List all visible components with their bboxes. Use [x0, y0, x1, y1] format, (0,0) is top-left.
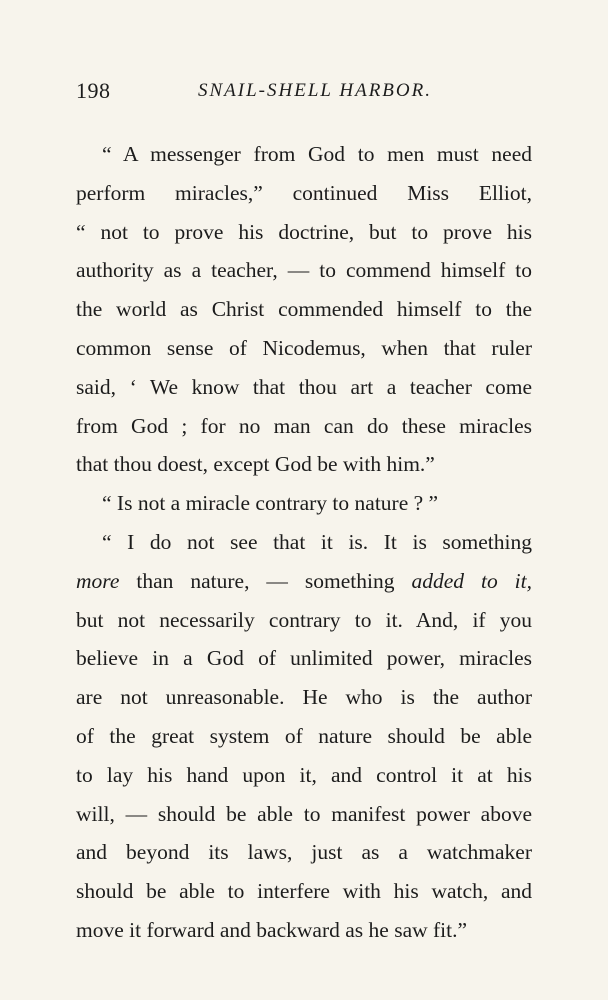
- text-line: are not unreasonable. He who is the author: [76, 685, 532, 710]
- text-line: and beyond its laws, just as a watchmaker: [76, 840, 532, 865]
- text-line: will, — should be able to manifest power above: [76, 801, 532, 826]
- text-line: said, ‘ We know that thou art a teacher come: [76, 374, 532, 399]
- page-header: [76, 78, 532, 110]
- italic-phrase: added to it,: [411, 568, 532, 593]
- text-line: “ I do not see that it is. It is something: [102, 529, 532, 554]
- text-line: “ Is not a miracle contrary to nature ? ”: [102, 491, 439, 516]
- body-text: [76, 135, 532, 950]
- text-line: authority as a teacher, — to commend himself to: [76, 258, 532, 283]
- text-line: but not necessarily contrary to it. And, if you: [76, 607, 532, 632]
- running-title: SNAIL-SHELL HARBOR.: [198, 80, 432, 101]
- text-line: “ not to prove his doctrine, but to prove his: [76, 219, 532, 244]
- text-line: from God ; for no man can do these miracles: [76, 413, 532, 438]
- text-line: common sense of Nicodemus, when that ruler: [76, 335, 532, 360]
- text-line: should be able to interfere with his watch, and: [76, 879, 532, 904]
- text-line: “ A messenger from God to men must need: [102, 142, 532, 166]
- text-line: perform miracles,” continued Miss Elliot,: [76, 180, 532, 205]
- text-line: move it forward and backward as he saw fit.”: [76, 917, 468, 942]
- text-line: to lay his hand upon it, and control it at his: [76, 762, 532, 787]
- text-line: of the great system of nature should be able: [76, 723, 532, 748]
- text-segment: than nature, — something: [119, 568, 412, 593]
- page-number: 198: [76, 78, 111, 103]
- text-line: believe in a God of unlimited power, miracles: [76, 646, 532, 671]
- text-line: that thou doest, except God be with him.”: [76, 452, 435, 477]
- text-line: the world as Christ commended himself to the: [76, 297, 532, 322]
- text-line: [76, 562, 532, 601]
- italic-phrase: more: [76, 568, 120, 593]
